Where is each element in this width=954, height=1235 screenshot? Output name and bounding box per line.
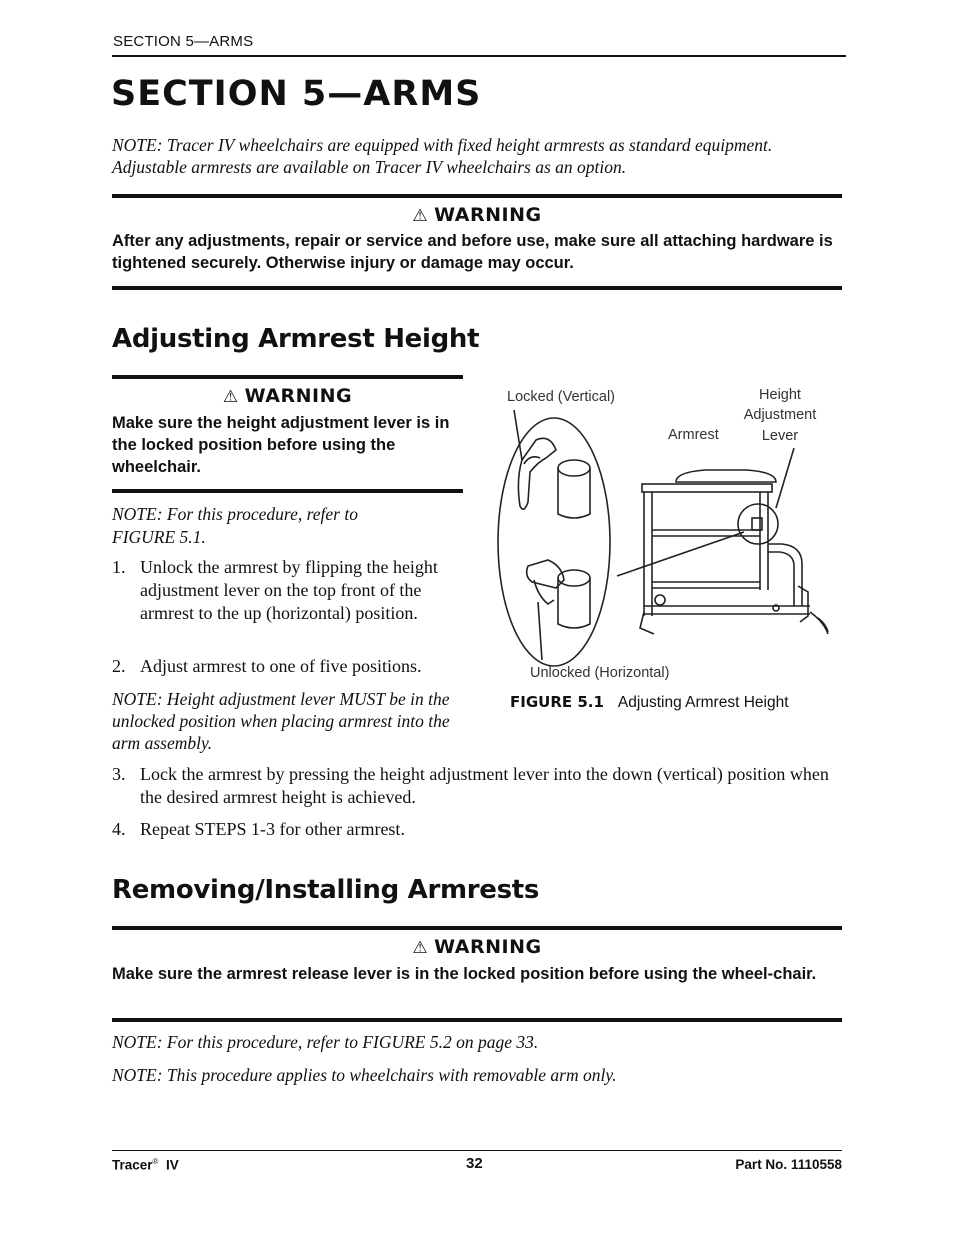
warning3-rule-bottom <box>112 1018 842 1022</box>
step-text: Unlock the armrest by flipping the height adjustment lever on the top front of the armrest to the up (horizontal) position. <box>140 557 438 623</box>
warning-text: After any adjustments, repair or service and before use, make sure all attaching hardware is tightened securely. Otherwise injury or damage may occur. <box>112 232 833 272</box>
step-text: Repeat STEPS 1-3 for other armrest. <box>140 819 405 839</box>
intro-note: NOTE: Tracer IV wheelchairs are equipped with fixed height armrests as standard equipment. Adjustable armrests are available on Tracer IV wheelchairs as an option. <box>112 135 773 177</box>
footer-product-name: Tracer <box>112 1157 153 1173</box>
footer-registered-mark: ® <box>152 1157 159 1166</box>
label-unlocked: Unlocked (Horizontal) <box>530 665 670 681</box>
footer-part-number: Part No. 1110558 <box>735 1157 842 1172</box>
warning2-rule-bottom <box>112 489 463 493</box>
figure-caption <box>510 693 789 712</box>
label-locked: Locked (Vertical) <box>507 389 615 405</box>
warning2-rule-top <box>112 375 463 379</box>
lever-note: NOTE: Height adjustment lever MUST be in the unlocked position when placing armrest into the arm assembly. <box>112 689 450 753</box>
label-lever-line1: Height <box>759 387 801 403</box>
warning-rule-bottom <box>112 286 842 290</box>
label-lever-line3: Lever <box>761 428 799 444</box>
armrest-height-illustration <box>494 380 842 680</box>
figure-number: FIGURE 5.1 <box>510 693 604 711</box>
step-text: Adjust armrest to one of five positions. <box>140 656 422 676</box>
label-lever-line2: Adjustment <box>743 407 817 423</box>
warning3-title: WARNING <box>434 936 542 958</box>
running-header: SECTION 5—ARMS <box>113 33 254 50</box>
warning3-text: Make sure the armrest release lever is in the locked position before using the wheel-chair. <box>112 965 817 983</box>
warning-triangle-icon: ⚠ <box>412 206 429 226</box>
warning-rule-top <box>112 194 842 198</box>
remove-note-2: NOTE: This procedure applies to wheelchairs with removable arm only. <box>112 1065 617 1085</box>
warning2-title: WARNING <box>244 385 353 407</box>
step-number: 1. <box>112 557 126 577</box>
footer-rule <box>112 1150 842 1151</box>
procedure-note: NOTE: For this procedure, refer to FIGURE 5.1. <box>112 504 358 547</box>
warning-heading <box>112 204 842 226</box>
warning2-heading <box>112 385 463 407</box>
warning-triangle-icon: ⚠ <box>412 938 429 958</box>
step-number: 2. <box>112 656 126 676</box>
warning2-text: Make sure the height adjustment lever is in the locked position before using the wheelchair. <box>112 414 450 476</box>
warning-title: WARNING <box>434 204 542 226</box>
step-number: 4. <box>112 819 126 839</box>
section-heading-remove: Removing/Installing Armrests <box>112 875 540 905</box>
label-armrest: Armrest <box>668 427 719 443</box>
page-title: SECTION 5—ARMS <box>111 74 482 114</box>
step-number: 3. <box>112 764 126 784</box>
step-text: Lock the armrest by pressing the height adjustment lever into the down (vertical) position when the desired armrest height is achieved. <box>140 764 829 807</box>
section-heading-height: Adjusting Armrest Height <box>112 324 480 354</box>
warning3-rule-top <box>112 926 842 930</box>
warning3-heading <box>112 936 842 958</box>
footer-model: IV <box>165 1157 179 1173</box>
page-number: 32 <box>466 1155 483 1172</box>
warning-triangle-icon: ⚠ <box>222 387 239 407</box>
remove-note-1: NOTE: For this procedure, refer to FIGURE 5.2 on page 33. <box>112 1032 539 1052</box>
header-rule <box>112 55 846 57</box>
figure-title: Adjusting Armrest Height <box>617 694 789 711</box>
footer-product <box>112 1157 179 1173</box>
